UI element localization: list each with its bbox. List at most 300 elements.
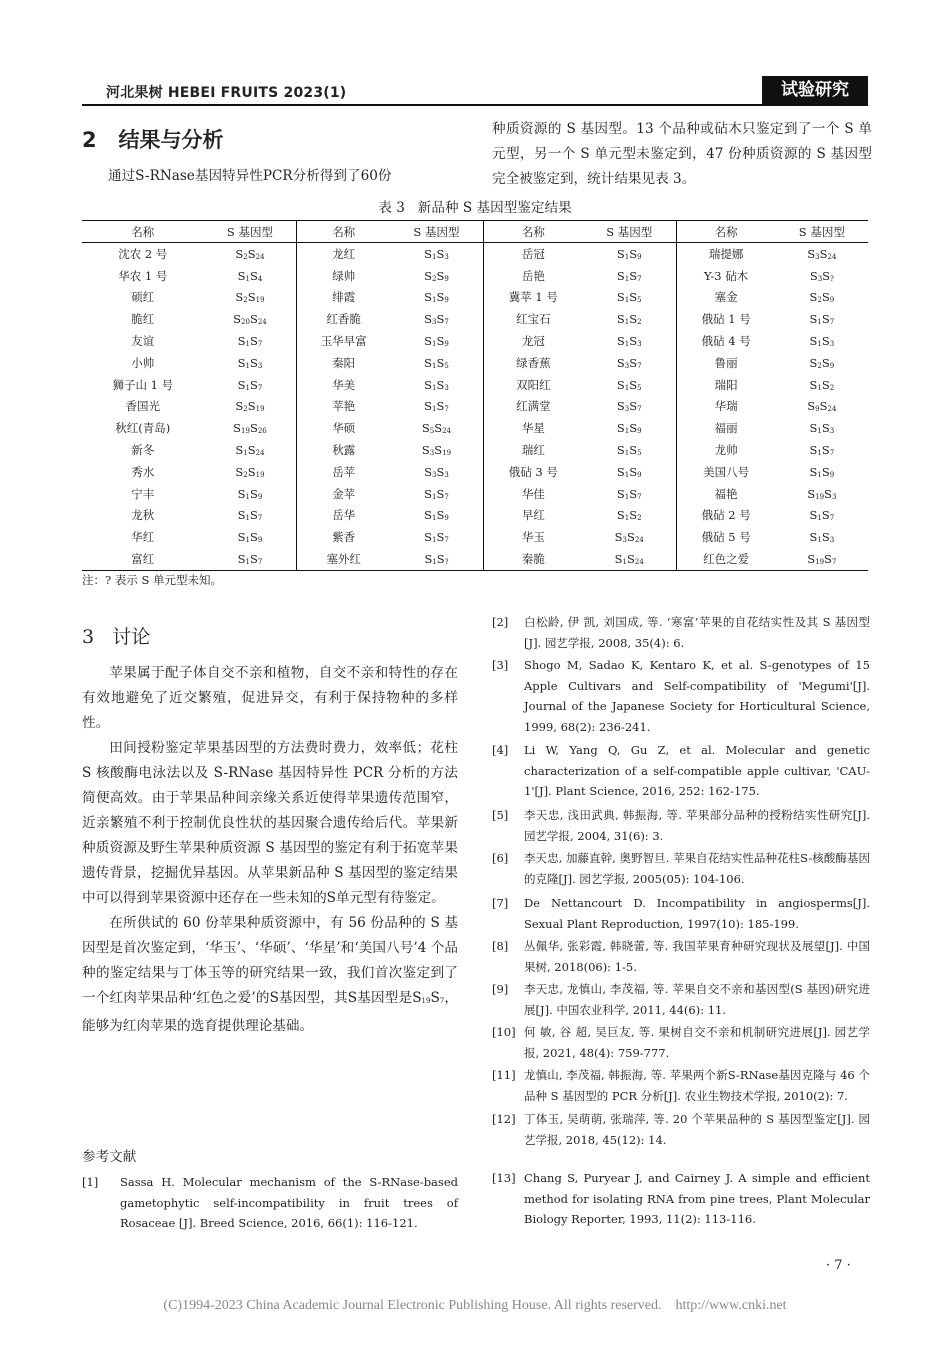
cultivar-name: 红色之爱 xyxy=(676,548,776,570)
cultivar-name: 鲁丽 xyxy=(714,355,738,370)
s-genotype: S3S24 xyxy=(583,526,676,548)
cultivar-name: 瑞阳 xyxy=(714,377,738,392)
reference-number: [5] xyxy=(492,808,509,822)
reference-text: 何 敏, 谷 超, 吴巨友, 等. 果树自交不亲和机制研究进展[J]. 园艺学报, 2021, 48(4): 759-777. xyxy=(524,1025,870,1060)
allele-2: 7 xyxy=(829,318,835,327)
s-genotype: S1S5 xyxy=(390,352,483,374)
table-row xyxy=(82,396,868,418)
cultivar-name: 红满堂 xyxy=(516,399,551,414)
cultivar-name: 俄砧 2 号 xyxy=(701,508,751,523)
s-genotype: S1S? xyxy=(390,548,483,570)
allele-1: 1 xyxy=(624,274,630,283)
reference-text: Sassa H. Molecular mechanism of the S-RNase-based gametophytic self-incompatibility in fruit trees of Rosaceae [J]. Breed Science, 2016, 66(1): 116-121. xyxy=(120,1175,458,1230)
cultivar-name: 冀苹 1 号 xyxy=(508,290,558,305)
allele-1: 1 xyxy=(245,274,250,283)
s-genotype: S1S9 xyxy=(583,243,676,265)
s-genotype: S3S7 xyxy=(583,352,676,374)
s-genotype: S1S7 xyxy=(204,548,297,570)
reference-item xyxy=(492,740,870,802)
table-row xyxy=(82,308,868,330)
allele-2: 7 xyxy=(257,340,263,349)
discussion-p3: 在所供试的 60 份苹果种质资源中，有 56 份品种的 S 基因型是首次鉴定到，‘华玉’、‘华硕’、‘华星’和‘美国八号’4 个品种的鉴定结果与丁体玉等的研究结果一致，我们首次鉴定到了一个红肉苹果品种‘红色之爱’的S基因型，其S基因型是S19S7，能够为红肉苹果的选育提供理论基础。 xyxy=(82,915,459,1034)
s-genotype: S1S9 xyxy=(204,526,297,548)
s-genotype: S1S3 xyxy=(809,530,835,545)
cultivar-name: 岳冠 xyxy=(521,246,545,261)
discussion-p1: 苹果属于配子体自交不亲和植物，自交不亲和特性的存在有效地避免了近交繁殖，促进异交，有利于保持物种的多样性。 xyxy=(82,665,458,731)
allele-2: 7 xyxy=(831,558,837,567)
reference-text: 李天忠, 加藤直幹, 奥野智旦. 苹果自花结实性品种花柱S-核酸酶基因的克隆[J]. 园艺学报, 2005(05): 104-106. xyxy=(524,851,870,886)
table-row xyxy=(82,526,868,548)
s-genotype: S3S? xyxy=(809,268,834,283)
cultivar-name: 秦阳 xyxy=(332,355,356,370)
cultivar-name: 华美 xyxy=(332,377,356,392)
allele-2: ? xyxy=(830,274,834,283)
s-genotype: S2S19 xyxy=(204,461,297,483)
allele-2: 7 xyxy=(257,383,263,392)
reference-item xyxy=(492,893,870,934)
reference-number: [11] xyxy=(492,1068,516,1082)
s-genotype: S2S9 xyxy=(809,290,835,305)
table-row xyxy=(82,461,868,483)
table-note: 注：? 表示 S 单元型未知。 xyxy=(82,573,223,587)
reference-text: Chang S, Puryear J, and Cairney J. A simple and efficient method for isolating RNA from pine trees, Plant Molecular Biology Reporter, 1993, 11(2): 113-116. xyxy=(524,1171,870,1226)
section-2-heading: 2 结果与分析 xyxy=(82,128,224,152)
discussion-p3-text: 在所供试的 60 份苹果种质资源中，有 56 份品种的 S 基因型是首次鉴定到，‘华玉’、‘华硕’、‘华星’和‘美国八号’4 个品种的鉴定结果与丁体玉等的研究结果一致，我们首次鉴定到了一个红肉苹果品种‘红色之爱’的S基因型，其S基因型是 xyxy=(82,915,458,1006)
cultivar-name: 玉华早富 xyxy=(320,334,367,349)
reference-item xyxy=(82,1172,458,1234)
s-genotype: S1S7 xyxy=(204,330,297,352)
reference-text: 丛佩华, 张彩霞, 韩晓蕾, 等. 我国苹果育种研究现状及展望[J]. 中国果树, 2018(06): 1-5. xyxy=(524,939,870,974)
cultivar-name: 龙红 xyxy=(332,246,356,261)
table-row xyxy=(82,243,868,265)
section-2-intro: 通过S-RNase基因特异性PCR分析得到了60份 xyxy=(108,168,392,184)
col-genotype: S 基因型 xyxy=(583,221,676,243)
allele-2: 3 xyxy=(831,492,837,501)
allele-1: 1 xyxy=(431,340,437,349)
reference-text: Li W, Yang Q, Gu Z, et al. Molecular and genetic characterization of a self-compatible apple cultivar, 'CAU-1'[J]. Plant Science, 2016, 252: 162-175. xyxy=(524,743,870,798)
table-row xyxy=(82,548,868,570)
cultivar-name: 华红 xyxy=(131,530,155,545)
allele-1: 2 xyxy=(243,470,248,479)
allele-1: 1 xyxy=(431,383,437,392)
s-genotype: S1S3 xyxy=(390,374,483,396)
allele-2: 9 xyxy=(637,470,642,479)
cultivar-name: 秦脆 xyxy=(483,548,583,570)
cultivar-name: 岳苹 xyxy=(332,464,356,479)
cultivar-name: 俄砧 4 号 xyxy=(701,334,751,349)
allele-1: 9 xyxy=(815,405,820,414)
allele-2: 24 xyxy=(442,427,452,436)
allele-2: 5 xyxy=(637,383,642,392)
genotype-sub-2: 7 xyxy=(439,997,445,1005)
cultivar-name: 苹艳 xyxy=(332,399,356,414)
s-genotype: S1S7 xyxy=(583,265,676,287)
allele-1: 3 xyxy=(429,449,435,458)
s-genotype: S1S5 xyxy=(583,439,676,461)
allele-2: 5 xyxy=(637,296,642,305)
allele-2: 9 xyxy=(637,427,642,436)
cultivar-name: 红宝石 xyxy=(516,312,551,327)
cultivar-name: 硕红 xyxy=(131,290,155,305)
cultivar-name: 华硕 xyxy=(332,421,356,436)
cultivar-name: 脆红 xyxy=(131,312,155,327)
cultivar-name: 福丽 xyxy=(714,421,738,436)
allele-2: 3 xyxy=(444,470,449,479)
allele-2: 24 xyxy=(634,536,644,545)
cultivar-name: 紫香 xyxy=(332,530,356,545)
allele-1: 1 xyxy=(624,492,630,501)
reference-item xyxy=(492,848,870,889)
reference-number: [12] xyxy=(492,1112,516,1126)
allele-2: 3 xyxy=(444,252,449,261)
allele-1: 1 xyxy=(245,536,250,545)
allele-1: 1 xyxy=(245,514,250,523)
allele-1: 1 xyxy=(624,449,630,458)
cultivar-name: 秋露 xyxy=(332,443,356,458)
allele-2: 24 xyxy=(255,449,265,458)
cultivar-name: 绿帅 xyxy=(332,268,356,283)
cultivar-name: 龙冠 xyxy=(521,334,545,349)
cultivar-name: 龙秋 xyxy=(131,508,155,523)
references-title: 参考文献 xyxy=(82,1149,137,1165)
cultivar-name: 小帅 xyxy=(131,355,155,370)
col-name: 名称 xyxy=(676,221,776,243)
table-row xyxy=(82,330,868,352)
cultivar-name: 福艳 xyxy=(714,486,738,501)
allele-2: 7 xyxy=(637,492,642,501)
s-genotype: S9S24 xyxy=(807,399,837,414)
allele-1: 1 xyxy=(817,536,822,545)
table-row xyxy=(82,374,868,396)
allele-1: 1 xyxy=(624,427,630,436)
cultivar-name: 华农 1 号 xyxy=(118,268,168,283)
allele-2: 24 xyxy=(634,558,644,567)
allele-2: 7 xyxy=(444,536,449,545)
allele-2: 24 xyxy=(827,252,837,261)
s-genotype: S1S7 xyxy=(204,505,297,527)
s-genotype: S1S2 xyxy=(583,505,676,527)
allele-2: 7 xyxy=(444,492,449,501)
allele-2: 19 xyxy=(255,470,265,479)
allele-1: 1 xyxy=(622,558,628,567)
allele-1: 1 xyxy=(431,536,437,545)
reference-text: 龙慎山, 李茂福, 韩振海, 等. 苹果两个新S-RNase基因克隆与 46 个品种 S 基因型的 PCR 分析[J]. 农业生物技术学报, 2010(2): 7. xyxy=(524,1068,870,1103)
s-genotype: S3S24 xyxy=(807,246,837,261)
copyright-footer: (C)1994-2023 China Academic Journal Electronic Publishing House. All rights reserved. http://www.cnki.net xyxy=(163,1298,787,1313)
allele-2: 2 xyxy=(637,514,642,523)
reference-item xyxy=(492,1109,870,1150)
s-genotype: S1S2 xyxy=(583,308,676,330)
reference-item xyxy=(492,805,870,846)
cultivar-name: 双阳红 xyxy=(516,377,551,392)
reference-text: 白松龄, 伊 凯, 刘国成, 等. ‘寒富’苹果的自花结实性及其 S 基因型[J]. 园艺学报, 2008, 35(4): 6. xyxy=(524,615,870,650)
allele-1: 1 xyxy=(817,427,822,436)
allele-2: 3 xyxy=(829,340,835,349)
allele-1: 19 xyxy=(241,427,250,436)
s-genotype: S3S3 xyxy=(390,461,483,483)
table-row xyxy=(82,483,868,505)
table-row xyxy=(82,287,868,309)
section-tag: 试验研究 xyxy=(762,76,868,105)
col-genotype: S 基因型 xyxy=(390,221,483,243)
col-genotype: S 基因型 xyxy=(204,221,297,243)
allele-2: 9 xyxy=(257,536,263,545)
allele-2: 3 xyxy=(637,340,642,349)
allele-1: 3 xyxy=(431,470,437,479)
s-genotype: S1S24 xyxy=(583,548,676,570)
cultivar-name: 红香脆 xyxy=(326,312,361,327)
allele-1: 2 xyxy=(431,274,437,283)
allele-2: 9 xyxy=(444,296,449,305)
allele-2: 2 xyxy=(637,318,642,327)
allele-2: 7 xyxy=(257,558,263,567)
s-genotype: S1S7 xyxy=(390,483,483,505)
allele-2: 5 xyxy=(444,361,449,370)
reference-item xyxy=(492,612,870,653)
allele-2: 26 xyxy=(257,427,267,436)
s-genotype: S1S3 xyxy=(390,243,483,265)
allele-1: 1 xyxy=(431,492,437,501)
header-rule xyxy=(82,104,868,106)
reference-item xyxy=(492,979,870,1020)
allele-2: 5 xyxy=(637,449,642,458)
s-genotype: S1S4 xyxy=(204,265,297,287)
cultivar-name: 美国八号 xyxy=(703,464,750,479)
s-genotype: S1S9 xyxy=(583,417,676,439)
cultivar-name: 龙帅 xyxy=(714,443,738,458)
allele-1: 1 xyxy=(624,296,630,305)
reference-number: [10] xyxy=(492,1025,516,1039)
allele-1: 1 xyxy=(431,514,437,523)
cultivar-name: 塞金 xyxy=(714,290,738,305)
allele-2: 4 xyxy=(257,274,263,283)
allele-2: 7 xyxy=(829,449,835,458)
allele-2: 19 xyxy=(442,449,452,458)
allele-2: ? xyxy=(444,558,449,567)
allele-2: 24 xyxy=(257,318,267,327)
s-genotype: S1S7 xyxy=(390,396,483,418)
cultivar-name: 瑞红 xyxy=(521,443,545,458)
s-genotype: S3S7 xyxy=(583,396,676,418)
reference-number: [13] xyxy=(492,1171,516,1185)
s-genotype: S1S9 xyxy=(390,287,483,309)
allele-1: 1 xyxy=(624,383,630,392)
allele-1: 1 xyxy=(245,383,250,392)
allele-1: 1 xyxy=(245,492,250,501)
allele-1: 1 xyxy=(624,252,630,261)
allele-1: 1 xyxy=(624,514,630,523)
s-genotype: S3S19 xyxy=(390,439,483,461)
cultivar-name: 岳华 xyxy=(332,508,356,523)
allele-1: 1 xyxy=(817,514,822,523)
cultivar-name: 香国光 xyxy=(125,399,161,414)
reference-number: [4] xyxy=(492,743,509,757)
discussion-p2: 田间授粉鉴定苹果基因型的方法费时费力，效率低；花柱 S 核酸酶电泳法以及 S-RNase 基因特异性 PCR 分析的方法简便高效。由于苹果品种间亲缘关系近使得苹果遗传范围窄，近亲繁殖不利于控制优良性状的基因聚合遗传给后代。苹果新种质资源及野生苹果种质资源 S 基因型的鉴定有利于拓宽苹果遗传背景，挖掘优异基因。从苹果新品种 S 基因型的鉴定结果中可以得到苹果资源中还存在一些未知的S单元型有待鉴定。 xyxy=(82,740,458,906)
cultivar-name: 俄砧 1 号 xyxy=(701,312,751,327)
s-genotype: S1S3 xyxy=(809,421,835,436)
allele-1: 1 xyxy=(817,318,822,327)
reference-item xyxy=(492,1168,870,1230)
cultivar-name: 富红 xyxy=(82,548,204,570)
allele-2: 24 xyxy=(827,405,837,414)
s-genotype: S1S9 xyxy=(390,330,483,352)
allele-1: 2 xyxy=(243,252,248,261)
s-genotype: S1S7 xyxy=(204,374,297,396)
allele-2: 19 xyxy=(255,405,265,414)
s-genotype: S5S24 xyxy=(390,417,483,439)
allele-1: 1 xyxy=(431,405,437,414)
s-genotype: S1S9 xyxy=(583,461,676,483)
cultivar-name: 华佳 xyxy=(521,486,545,501)
allele-1: 1 xyxy=(245,558,250,567)
cultivar-name: 狮子山 1 号 xyxy=(112,377,174,392)
allele-2: 7 xyxy=(444,318,449,327)
allele-2: 3 xyxy=(444,383,449,392)
allele-1: 2 xyxy=(817,296,822,305)
s-genotype: S1S7 xyxy=(809,443,835,458)
s-genotype: S1S5 xyxy=(583,287,676,309)
section-3-heading: 3 讨论 xyxy=(82,626,151,648)
s-genotype: S1S7 xyxy=(390,526,483,548)
reference-text: 李天忠, 浅田武典, 韩振海, 等. 苹果部分品种的授粉结实性研究[J]. 园艺学报, 2004, 31(6): 3. xyxy=(524,808,870,843)
allele-2: 19 xyxy=(255,296,265,305)
allele-1: 3 xyxy=(624,361,630,370)
s-genotype: S2S9 xyxy=(390,265,483,287)
allele-1: 3 xyxy=(815,252,820,261)
cultivar-name: 俄砧 3 号 xyxy=(508,464,558,479)
reference-item xyxy=(492,1022,870,1063)
reference-number: [3] xyxy=(492,658,509,672)
discussion-body xyxy=(82,661,458,1039)
allele-1: 1 xyxy=(245,340,250,349)
s-genotype: S1S9 xyxy=(204,483,297,505)
s-genotype: S1S5 xyxy=(583,374,676,396)
cultivar-name: 友谊 xyxy=(131,334,155,349)
allele-1: 1 xyxy=(431,361,437,370)
allele-1: 1 xyxy=(817,340,822,349)
reference-text: De Nettancourt D. Incompatibility in angiosperms[J]. Sexual Plant Reproduction, 1997(10): 185-199. xyxy=(524,896,870,931)
cultivar-name: 塞外红 xyxy=(297,548,390,570)
allele-1: 3 xyxy=(431,318,437,327)
journal-header: 河北果树 HEBEI FRUITS 2023(1) xyxy=(106,85,347,101)
allele-2: 9 xyxy=(829,296,835,305)
cultivar-name: 宁丰 xyxy=(131,486,155,501)
table-caption: 表 3 新品种 S 基因型鉴定结果 xyxy=(378,200,572,216)
allele-1: 19 xyxy=(815,558,825,567)
allele-2: 2 xyxy=(829,383,835,392)
cultivar-name: 华星 xyxy=(521,421,545,436)
allele-1: 20 xyxy=(241,318,250,327)
allele-1: 3 xyxy=(624,405,630,414)
allele-2: 7 xyxy=(829,514,835,523)
allele-2: 3 xyxy=(829,427,835,436)
table-header-row xyxy=(82,221,868,243)
allele-1: 1 xyxy=(432,558,437,567)
allele-2: 9 xyxy=(257,492,263,501)
allele-1: 3 xyxy=(622,536,628,545)
allele-2: 7 xyxy=(637,274,642,283)
s-genotype: S1S3 xyxy=(583,330,676,352)
allele-1: 2 xyxy=(243,405,248,414)
allele-1: 1 xyxy=(245,361,250,370)
allele-1: 1 xyxy=(817,449,822,458)
allele-2: 9 xyxy=(444,340,449,349)
allele-2: 24 xyxy=(255,252,265,261)
genotype-sub-1: 19 xyxy=(421,997,431,1005)
allele-1: 5 xyxy=(429,427,435,436)
table-row xyxy=(82,417,868,439)
reference-text: 丁体玉, 吴萌萌, 张瑞萍, 等. 20 个苹果品种的 S 基因型鉴定[J]. 园艺学报, 2018, 45(12): 14. xyxy=(524,1112,870,1147)
s-genotype: S1S7 xyxy=(583,483,676,505)
reference-item xyxy=(492,936,870,977)
reference-text: Shogo M, Sadao K, Kentaro K, et al. S-genotypes of 15 Apple Cultivars and Self-compatibility of 'Megumi'[J]. Journal of the Japanese Society for Horticultural Science, 1999, 68(2): 236-241. xyxy=(524,658,870,734)
table-row xyxy=(82,439,868,461)
allele-1: 2 xyxy=(243,296,248,305)
s-genotype: S19S26 xyxy=(204,417,297,439)
cultivar-name: 秋红(青岛) xyxy=(115,421,171,436)
s-genotype: S1S24 xyxy=(204,439,297,461)
allele-2: 9 xyxy=(637,252,642,261)
reference-number: [7] xyxy=(492,896,509,910)
allele-2: 7 xyxy=(637,361,642,370)
page-number: · 7 · xyxy=(826,1258,851,1273)
col-name: 名称 xyxy=(297,221,390,243)
s-genotype: S2S9 xyxy=(809,355,835,370)
cultivar-name: 新冬 xyxy=(131,443,155,458)
allele-1: 1 xyxy=(431,252,437,261)
s-genotype: S1S2 xyxy=(809,377,835,392)
allele-2: 9 xyxy=(444,514,449,523)
s-genotype: S1S9 xyxy=(390,505,483,527)
allele-1: 19 xyxy=(815,492,825,501)
col-genotype: S 基因型 xyxy=(776,221,868,243)
table-row xyxy=(82,505,868,527)
col-name: 名称 xyxy=(483,221,583,243)
s-genotype: S20S24 xyxy=(204,308,297,330)
allele-2: 3 xyxy=(257,361,263,370)
s-genotype: S1S3 xyxy=(809,334,835,349)
s-genotype: S2S19 xyxy=(204,396,297,418)
cultivar-name: 秀水 xyxy=(131,464,155,479)
allele-2: 9 xyxy=(829,361,835,370)
s-genotype: S19S3 xyxy=(807,486,837,501)
allele-2: 9 xyxy=(444,274,449,283)
s-genotype: S2S19 xyxy=(204,287,297,309)
allele-2: 7 xyxy=(444,405,449,414)
cultivar-name: 早红 xyxy=(521,508,545,523)
col-name: 名称 xyxy=(82,221,204,243)
cultivar-name: Y-3 砧木 xyxy=(704,268,749,283)
discussion-p3-end: ，能够为红肉苹果的选育提供理论基础。 xyxy=(82,990,459,1034)
allele-1: 1 xyxy=(624,340,630,349)
reference-text: 李天忠, 龙慎山, 李茂福, 等. 苹果自交不亲和基因型(S 基因)研究进展[J]. 中国农业科学, 2011, 44(6): 11. xyxy=(524,982,870,1017)
allele-2: 3 xyxy=(829,536,835,545)
allele-1: 1 xyxy=(817,470,822,479)
allele-1: 3 xyxy=(817,274,823,283)
s-genotype: S1S3 xyxy=(204,352,297,374)
s-genotype: S3S7 xyxy=(390,308,483,330)
cultivar-name: 俄砧 5 号 xyxy=(701,530,751,545)
cultivar-name: 金苹 xyxy=(332,486,356,501)
allele-1: 1 xyxy=(624,318,630,327)
s-genotype: S19S7 xyxy=(776,548,868,570)
reference-item xyxy=(492,655,870,737)
allele-2: 7 xyxy=(257,514,263,523)
allele-2: 7 xyxy=(637,405,642,414)
allele-1: 1 xyxy=(431,296,437,305)
allele-2: 9 xyxy=(829,470,835,479)
reference-number: [1] xyxy=(82,1175,99,1189)
